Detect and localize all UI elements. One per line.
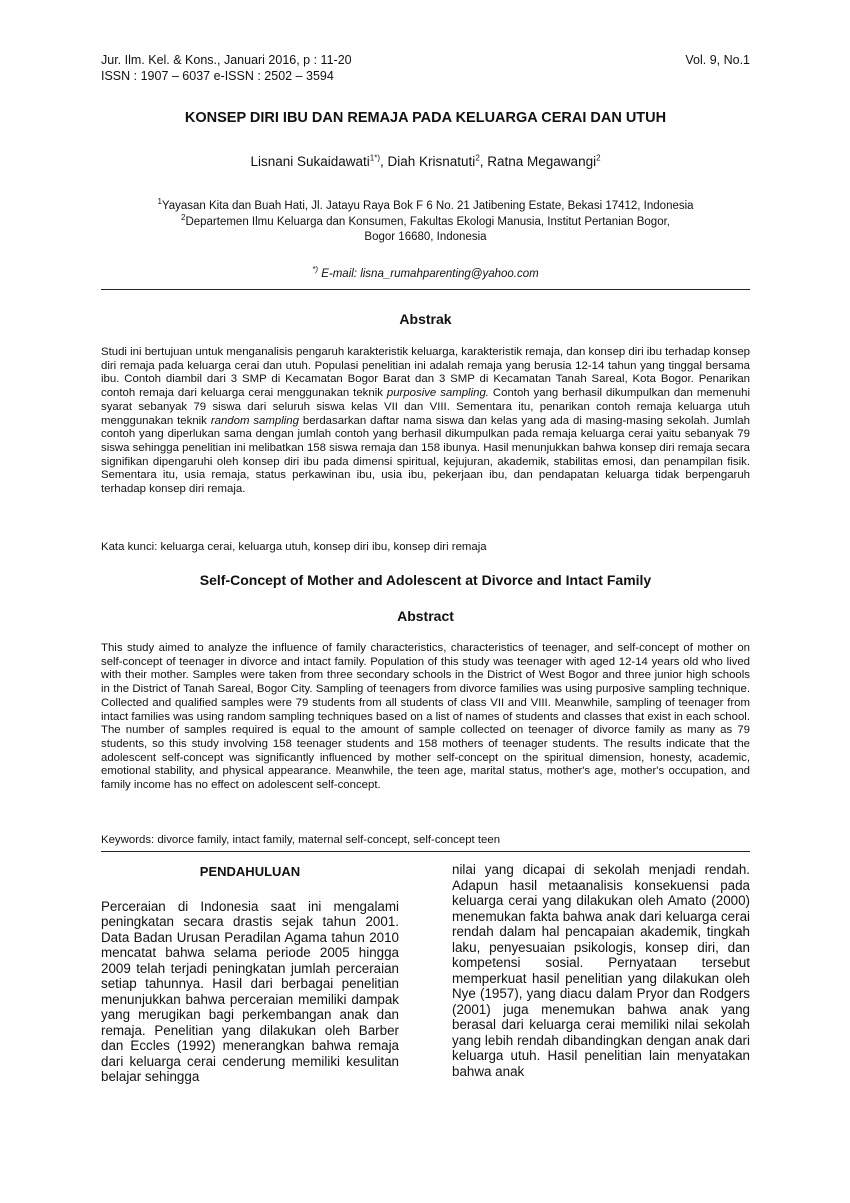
author-2-mark: 2 bbox=[475, 153, 480, 163]
abstract-divider bbox=[101, 851, 750, 852]
affiliation-2 bbox=[101, 212, 750, 231]
affiliation-1-mark: 1 bbox=[157, 197, 162, 207]
author-3: , Ratna Megawangi bbox=[479, 154, 597, 169]
abstrak-body bbox=[101, 346, 750, 497]
journal-volume: Vol. 9, No.1 bbox=[685, 53, 750, 67]
paper-title: KONSEP DIRI IBU DAN REMAJA PADA KELUARGA CERAI DAN UTUH bbox=[184, 110, 667, 126]
abstrak-text-1: Studi ini bertujuan untuk menganalisis pengaruh karakteristik keluarga, karakteristik remaja, dan konsep diri ibu terhadap konsep diri remaja pada keluarga cerai dan utuh. Populasi penelitian ini adalah remaja yang berusia 12-14 tahun yang tinggal bersama ibu. Contoh diambil dari 3 SMP di Kecamatan Bogor Barat dan 3 SMP di Kecamatan Tanah Sareal, Kota Bogor. Penarikan contoh remaja dari keluarga cerai menggunakan teknik bbox=[101, 346, 750, 400]
keywords: Keywords: divorce family, intact family, maternal self-concept, self-concept teen bbox=[101, 834, 501, 846]
affiliation-1 bbox=[101, 199, 750, 215]
affiliation-2-city: Bogor 16680, Indonesia bbox=[364, 231, 487, 243]
intro-left-column bbox=[101, 864, 399, 1085]
abstract-body: This study aimed to analyze the influence of family characteristics, characteristics of teenager, and self-concept of mother on self-concept of teenager in divorce and intact family. Population of this study was teenager with aged 12-14 years old who lived with their mother. Samples were taken from three secondary schools in the District of West Bogor and three junior high schools in the District of Tanah Sareal, Bogor City. Sampling of teenagers from divorce families was using purposive sampling technique. Collected and qualified samples were 79 students from all students of class VII and VIII. Meanwhile, sampling of teenager from intact families was using random sampling techniques based on a list of names of students and classes that exist in each school. The number of samples required is equal to the amount of sample collected on teenager of divorce family as many as 79 students, so this study involving 158 teenager students and 158 mothers of teenager students. The results indicate that the adolescent self-concept was significantly influenced by mother self-concept on the spiritual dimension, honesty, academic, emotional stability, and physical appearance. Meanwhile, the teen age, marital status, mother's age, mother's occupation, and family income has no effect on adolescent self-concept. bbox=[101, 642, 750, 792]
author-1: Lisnani Sukaidawati bbox=[250, 154, 370, 169]
pendahuluan-heading: PENDAHULUAN bbox=[199, 864, 301, 879]
author-list bbox=[101, 154, 750, 169]
abstrak-heading: Abstrak bbox=[399, 311, 452, 327]
author-2: , Diah Krisnatuti bbox=[380, 154, 476, 169]
affiliations bbox=[101, 199, 750, 246]
abstract-heading: Abstract bbox=[397, 608, 454, 624]
abstrak-text-2: Contoh yang berhasil dikumpulkan dan memenuhi syarat sebanyak 79 siswa dari seluruh siswa kelas VII dan VIII. Sementara itu, penarikan contoh remaja keluarga utuh menggunakan teknik bbox=[101, 387, 750, 427]
journal-header bbox=[101, 52, 750, 84]
intro-right-column bbox=[452, 862, 750, 1079]
header-divider bbox=[101, 289, 750, 290]
author-1-mark: 1*) bbox=[369, 153, 381, 163]
corresponding-email bbox=[101, 265, 750, 280]
intro-paragraph-right: nilai yang dicapai di sekolah menjadi rendah. Adapun hasil metaanalisis konsekuensi pada keluarga cerai yang dilakukan oleh Amato (2000) menemukan fakta bahwa anak dari keluarga cerai rendah dalam hal pencapaian akademik, tingkah laku, penyesuaian psikologis, konsep diri, dan kompetensi sosial. Pernyataan tersebut memperkuat hasil penelitian yang dilakukan oleh Nye (1957), yang diacu dalam Pryor dan Rodgers (2001) juga menemukan bahwa anak yang berasal dari keluarga cerai memiliki nilai sekolah yang lebih rendah dibandingkan dengan anak dari keluarga utuh. Hasil penelitian lain menyatakan bahwa anak bbox=[452, 862, 750, 1079]
email-mark: *) bbox=[312, 265, 319, 275]
author-3-mark: 2 bbox=[596, 153, 601, 163]
english-title: Self-Concept of Mother and Adolescent at Divorce and Intact Family bbox=[199, 572, 652, 588]
abstrak-text-3: berdasarkan daftar nama siswa dan kelas yang ada di masing-masing sekolah. Jumlah contoh yang diperlukan sama dengan jumlah contoh yang berhasil dikumpulkan pada remaja keluarga cerai yaitu sebanyak 79 siswa sehingga penelitian ini melibatkan 158 siswa remaja dan 158 ibunya. Hasil menunjukkan bahwa konsep diri remaja secara signifikan dipengaruhi oleh konsep diri ibu pada dimensi spiritual, kejujuran, akademik, stabilitas emosi, dan penampilan fisik. Sementara itu, usia remaja, status perkawinan ibu, usia ibu, pekerjaan ibu, dan pendapatan keluarga tidak berpengaruh terhadap konsep diri remaja. bbox=[101, 414, 750, 496]
abstrak-italic-1: purposive sampling. bbox=[386, 387, 489, 400]
journal-citation: Jur. Ilm. Kel. & Kons., Januari 2016, p : 11-20 bbox=[101, 53, 352, 67]
kata-kunci: Kata kunci: keluarga cerai, keluarga utuh, konsep diri ibu, konsep diri remaja bbox=[101, 541, 487, 553]
email-text[interactable]: E-mail: lisna_rumahparenting@yahoo.com bbox=[318, 268, 539, 280]
abstrak-italic-2: random sampling bbox=[210, 414, 299, 427]
intro-paragraph-left: Perceraian di Indonesia saat ini mengalami peningkatan secara drastis sejak tahun 2001. Data Badan Urusan Peradilan Agama tahun 2010 mencatat bahwa selama periode 2005 hingga 2009 telah terjadi peningkatan jumlah perceraian setiap tahunnya. Hasil dari berbagai penelitian menunjukkan bahwa perceraian memiliki dampak yang merugikan bagi perkembangan anak dan remaja. Penelitian yang dilakukan oleh Barber dan Eccles (1992) menerangkan bahwa remaja dari keluarga cerai cenderung memiliki kesulitan belajar sehingga bbox=[101, 898, 399, 1084]
affiliation-2-mark: 2 bbox=[180, 212, 186, 222]
journal-issn: ISSN : 1907 – 6037 e-ISSN : 2502 – 3594 bbox=[101, 69, 334, 83]
affiliation-1-text: Yayasan Kita dan Buah Hati, Jl. Jatayu Raya Bok F 6 No. 21 Jatibening Estate, Bekasi 17412, Indonesia bbox=[161, 200, 694, 212]
affiliation-2-text: Departemen Ilmu Keluarga dan Konsumen, Fakultas Ekologi Manusia, Institut Pertanian Bogor, bbox=[185, 215, 670, 228]
